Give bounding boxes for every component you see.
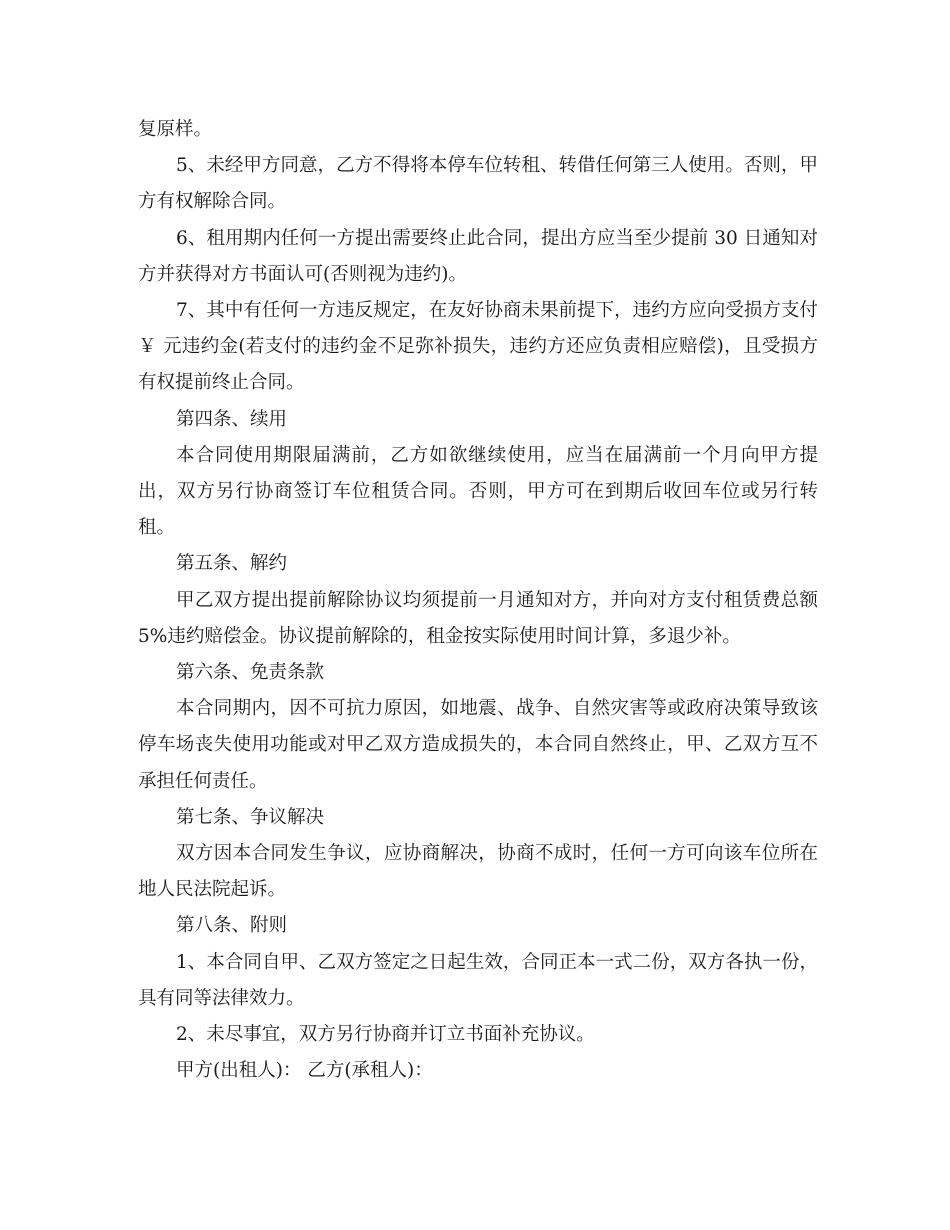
clause-5: 5、未经甲方同意，乙方不得将本停车位转租、转借任何第三人使用。否则，甲方有权解除合同。: [138, 155, 818, 213]
article-7-body: 双方因本合同发生争议，应协商解决，协商不成时，任何一方可向该车位所在地人民法院起诉。: [138, 843, 818, 901]
article-5-body: 甲乙双方提出提前解除协议均须提前一月通知对方，并向对方支付租赁费总额5%违约赔偿金。协议提前解除的，租金按实际使用时间计算，多退少补。: [138, 589, 818, 647]
article-5-heading: 第五条、解约: [176, 553, 288, 575]
clause-7: 7、其中有任何一方违反规定，在友好协商未果前提下，违约方应向受损方支付￥ 元违约金(若支付的违约金不足弥补损失，违约方还应负责相应赔偿)，且受损方有权提前终止合同。: [138, 300, 818, 394]
clause-6: 6、租用期内任何一方提出需要终止此合同，提出方应当至少提前 30 日通知对方并获得对方书面认可(否则视为违约)。: [138, 227, 818, 285]
paragraph-continuation: 复原样。: [138, 119, 213, 140]
article-8-clause-1: 1、本合同自甲、乙双方签定之日起生效，合同正本一式二份，双方各执一份，具有同等法律效力。: [138, 951, 818, 1009]
article-6-body: 本合同期内，因不可抗力原因，如地震、战争、自然灾害等或政府决策导致该停车场丧失使用功能或对甲乙双方造成损失的，本合同自然终止，甲、乙双方互不承担任何责任。: [138, 698, 818, 792]
article-8-clause-2: 2、未尽事宜，双方另行协商并订立书面补充协议。: [176, 1024, 595, 1046]
article-6-heading: 第六条、免责条款: [176, 662, 325, 684]
article-4-heading: 第四条、续用: [176, 408, 288, 430]
article-4-body: 本合同使用期限届满前，乙方如欲继续使用，应当在届满前一个月向甲方提出，双方另行协商签订车位租赁合同。否则，甲方可在到期后收回车位或另行转租。: [138, 444, 818, 539]
article-7-heading: 第七条、争议解决: [176, 806, 325, 828]
article-8-heading: 第八条、附则: [176, 915, 288, 937]
signature-line: 甲方(出租人)： 乙方(承租人)：: [176, 1060, 433, 1082]
contract-body: [138, 112, 818, 1089]
